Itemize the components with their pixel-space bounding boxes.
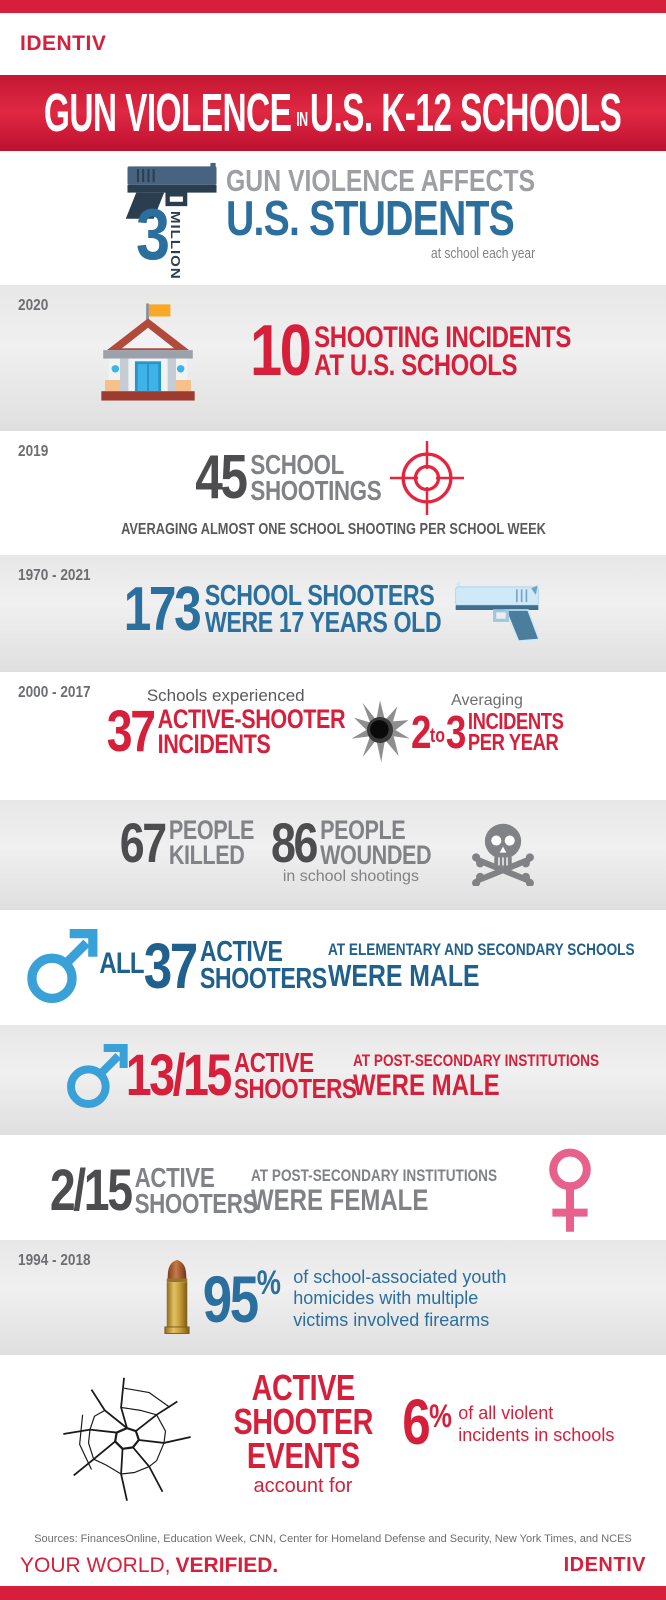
male-k12-line2: SHOOTERS (200, 962, 328, 995)
events-line2: SHOOTER (233, 1401, 373, 1443)
s2000-avg-group (410, 705, 564, 758)
s1970-line1: SCHOOL SHOOTERS (204, 580, 434, 613)
s1970-stat-group (123, 574, 441, 644)
wounded-stat-group (270, 811, 432, 875)
events-stat-group (402, 1386, 615, 1458)
events-line3: EVENTS (246, 1435, 360, 1477)
wounded-line1: PEOPLE (319, 815, 406, 845)
s1970-line2: WERE 17 YEARS OLD (204, 607, 441, 639)
s1970-number: 173 (123, 574, 199, 644)
s1994-number: 95 (202, 1261, 257, 1336)
header-logo-band (0, 13, 666, 75)
section-1970-2021 (0, 555, 666, 672)
s2000-avg-intro: Averaging (451, 692, 523, 709)
events-suffix: account for (253, 1474, 353, 1497)
events-number: 6 (402, 1386, 430, 1458)
section-female-postsecondary (0, 1135, 666, 1240)
s2000-intro: Schools experienced (146, 686, 305, 705)
killed-line2: KILLED (168, 839, 245, 870)
crosshair-icon (390, 441, 464, 515)
events-percent: % (429, 1397, 453, 1434)
events-text-line2: incidents in schools (458, 1424, 615, 1445)
shattered-glass-icon (52, 1363, 202, 1511)
killed-line1: PEOPLE (168, 815, 254, 845)
s2020-line1: SHOOTING INCIDENTS (314, 321, 572, 355)
s2000-avg-line1: INCIDENTS (467, 708, 564, 734)
s2000-line2: INCIDENTS (157, 728, 271, 759)
male-icon (25, 924, 99, 1008)
section-gun-violence-affects (0, 151, 666, 285)
female-postsec-stat-group (50, 1158, 258, 1224)
section-male-k12 (0, 910, 666, 1025)
title-right: U.S. K-12 SCHOOLS (310, 83, 622, 143)
title-in: IN (296, 109, 308, 131)
s2019-line2: SHOOTINGS (250, 475, 381, 506)
year-label-2020: 2020 (18, 297, 49, 314)
bullet-hole-icon (349, 694, 411, 766)
male-k12-prefix: ALL (99, 946, 144, 980)
section-casualties (0, 800, 666, 910)
events-text (458, 1403, 614, 1446)
title-left: GUN VIOLENCE (44, 83, 292, 143)
bullet-icon (160, 1258, 194, 1340)
s2019-line1: SCHOOL (250, 449, 344, 481)
s2000-number: 37 (106, 699, 154, 765)
s2000-stat-group (106, 699, 345, 765)
male-k12-stat-group (99, 929, 328, 1002)
s2019-stat-group (194, 442, 381, 512)
section-2019 (0, 431, 666, 555)
section-male-postsecondary (0, 1025, 666, 1135)
year-label-2019: 2019 (18, 443, 49, 460)
male-k12-right2: WERE MALE (327, 958, 480, 993)
title-banner (0, 75, 666, 151)
s1994-stat-group (202, 1261, 281, 1336)
s2000-avg-n1: 2 (410, 705, 429, 758)
s2019-caption: AVERAGING ALMOST ONE SCHOOL SHOOTING PER SCHOOL WEEK (120, 521, 546, 538)
female-postsec-line1: ACTIVE (134, 1162, 215, 1194)
female-postsec-right2: WERE FEMALE (251, 1183, 429, 1217)
male-postsec-number: 13/15 (125, 1043, 231, 1109)
affects-number-group (135, 195, 182, 280)
affects-line1: GUN VIOLENCE AFFECTS (225, 163, 535, 198)
s2000-avg-to: to (429, 725, 445, 748)
section-1994-2018 (0, 1240, 666, 1355)
male-icon (65, 1039, 129, 1113)
sources-text: Sources: FinancesOnline, Education Week, CNN, Center for Homeland Defense and Security, New York Times, and NCES (34, 1533, 632, 1545)
s1994-text-line1: of school-associated youth (293, 1267, 507, 1288)
male-postsec-line1: ACTIVE (234, 1047, 314, 1079)
events-line1: ACTIVE (251, 1367, 355, 1408)
year-label-2000: 2000 - 2017 (18, 684, 91, 701)
s1994-text-line3: victims involved firearms (293, 1309, 490, 1330)
affects-unit: MILLION (167, 211, 182, 280)
female-icon (544, 1147, 596, 1235)
s2000-line1: ACTIVE-SHOOTER (157, 704, 345, 734)
section-active-shooter-events (0, 1355, 666, 1515)
wounded-line2: WOUNDED (319, 839, 432, 870)
casualties-caption: in school shootings (282, 867, 419, 885)
female-postsec-right1: AT POST-SECONDARY INSTITUTIONS (251, 1165, 498, 1185)
sources-line (0, 1515, 666, 1545)
male-postsec-right1: AT POST-SECONDARY INSTITUTIONS (353, 1050, 600, 1070)
top-red-bar (0, 0, 666, 13)
male-postsec-right2: WERE MALE (353, 1068, 501, 1102)
s1994-percent: % (256, 1263, 281, 1302)
identiv-logo-footer: IDENTIV (563, 1554, 646, 1576)
female-postsec-right-group (251, 1167, 497, 1216)
s2019-number: 45 (194, 442, 246, 512)
male-postsec-right-group (353, 1052, 599, 1101)
male-k12-right-group (328, 941, 635, 991)
wounded-number: 86 (270, 811, 316, 875)
year-label-1994: 1994 - 2018 (18, 1252, 91, 1269)
tagline-bold: VERIFIED. (175, 1553, 279, 1577)
male-postsec-stat-group (125, 1043, 357, 1109)
female-postsec-line2: SHOOTERS (134, 1188, 258, 1219)
s2020-line2: AT U.S. SCHOOLS (314, 349, 518, 382)
s2020-stat-group (250, 311, 572, 392)
skull-crossbones-icon (466, 818, 540, 886)
tagline-plain: YOUR WORLD, (20, 1553, 171, 1577)
handgun-icon (453, 579, 541, 641)
male-k12-right1: AT ELEMENTARY AND SECONDARY SCHOOLS (327, 940, 635, 959)
tagline (20, 1554, 278, 1578)
page-title (44, 83, 622, 143)
section-2020 (0, 285, 666, 431)
bottom-red-bar (0, 1586, 666, 1600)
s2020-number: 10 (250, 311, 310, 392)
killed-stat-group (119, 811, 254, 875)
identiv-logo: IDENTIV (20, 32, 107, 55)
school-icon (92, 299, 204, 405)
events-text-line1: of all violent (458, 1403, 554, 1423)
section-2000-2017 (0, 672, 666, 800)
events-title (233, 1367, 373, 1477)
s1994-text-line2: homicides with multiple (293, 1288, 479, 1309)
male-k12-line1: ACTIVE (200, 936, 283, 969)
female-postsec-number: 2/15 (50, 1158, 131, 1224)
s2000-avg-line2: PER YEAR (467, 729, 559, 756)
s1994-text (293, 1267, 506, 1331)
s2000-avg-n2: 3 (445, 705, 464, 758)
male-postsec-line2: SHOOTERS (234, 1073, 357, 1104)
affects-caption: at school each year (430, 244, 535, 262)
footer (0, 1545, 666, 1586)
male-k12-number: 37 (143, 929, 197, 1002)
killed-number: 67 (119, 811, 165, 875)
year-label-1970: 1970 - 2021 (18, 567, 91, 584)
affects-number: 3 (135, 195, 168, 275)
affects-line2: U.S. STUDENTS (225, 192, 514, 246)
